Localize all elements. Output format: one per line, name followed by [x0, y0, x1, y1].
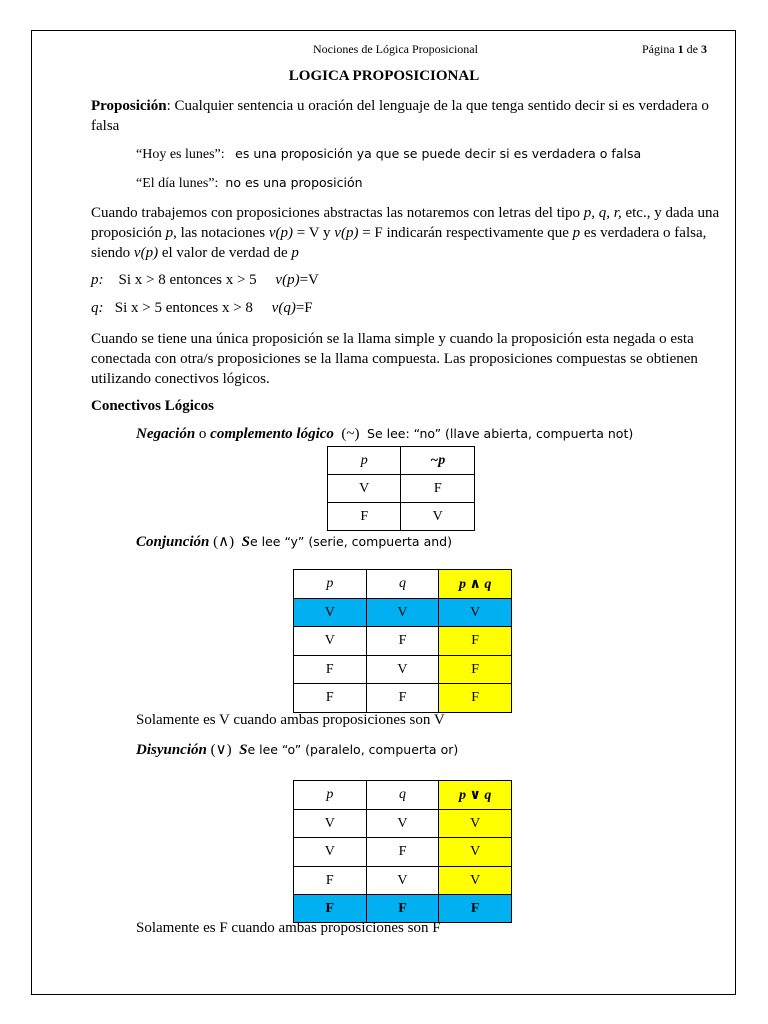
page-title: LOGICA PROPOSICIONAL: [288, 68, 480, 84]
table-row: [294, 599, 512, 627]
table-row: [294, 867, 512, 895]
table-cell: V: [439, 810, 512, 838]
table-header: q: [366, 570, 439, 599]
table-cell: V: [366, 810, 439, 838]
table-cell: V: [366, 656, 439, 684]
table-cell: V: [366, 599, 439, 627]
table-cell: F: [294, 656, 367, 684]
table-header: q: [366, 781, 439, 810]
disjunction-note: Solamente es F cuando ambas proposiciones son F: [136, 920, 441, 936]
example-q: q: Si x > 5 entonces x > 8 v(q)=F: [91, 300, 313, 316]
table-cell: V: [294, 810, 367, 838]
table-cell: V: [328, 475, 401, 503]
table-row: [294, 810, 512, 838]
table-cell: F: [439, 627, 512, 656]
table-row: [294, 627, 512, 656]
notation-paragraph: Cuando trabajemos con proposiciones abstractas las notaremos con letras del tipo p, q, r, etc., y dada una proposición p, las notaciones v(p) = V y v(p) = F indicarán respectivamente que p es verdadera o falsa, siendo v(p) el valor de verdad de p: [91, 205, 720, 261]
table-row: [294, 656, 512, 684]
disjunction-table: [293, 780, 512, 923]
table-cell: V: [294, 838, 367, 867]
table-header: p: [294, 781, 367, 810]
connectives-heading: Conectivos Lógicos: [91, 398, 214, 414]
table-cell: V: [294, 627, 367, 656]
example-2: “El día lunes”: no es una proposición: [136, 175, 363, 191]
table-cell: F: [401, 475, 475, 503]
table-cell: V: [366, 867, 439, 895]
table-cell: F: [328, 503, 401, 531]
table-cell: V: [439, 838, 512, 867]
table-cell: F: [439, 656, 512, 684]
conjunction-note: Solamente es V cuando ambas proposiciones son V: [136, 712, 445, 728]
table-cell: F: [366, 895, 439, 923]
conjunction-heading: Conjunción (∧) Se lee “y” (serie, compuerta and): [136, 534, 452, 550]
table-cell: V: [439, 599, 512, 627]
table-cell: F: [294, 867, 367, 895]
table-cell: F: [294, 684, 367, 713]
table-row: [294, 895, 512, 923]
compound-paragraph: Cuando se tiene una única proposición se la llama simple y cuando la proposición esta negada o esta conectada con otra/s proposiciones se la llama compuesta. Las proposiciones compuestas se obtienen utilizando conectivos lógicos.: [91, 331, 698, 387]
table-header: p ∧ q: [439, 570, 512, 599]
table-cell: F: [439, 895, 512, 923]
page-number: Página 1 de 3: [642, 42, 707, 56]
table-header: p ∨ q: [439, 781, 512, 810]
table-header: ~p: [401, 447, 475, 475]
example-1: “Hoy es lunes”: es una proposición ya que se puede decir si es verdadera o falsa: [136, 146, 642, 162]
disjunction-heading: Disyunción (∨) Se lee “o” (paralelo, compuerta or): [136, 742, 459, 758]
table-header: p: [328, 447, 401, 475]
negation-heading: Negación o complemento lógico (~) Se lee: “no” (llave abierta, compuerta not): [136, 426, 634, 442]
table-cell: F: [366, 627, 439, 656]
header-title: Nociones de Lógica Proposicional: [313, 42, 478, 56]
table-cell: F: [366, 684, 439, 713]
table-row: [294, 838, 512, 867]
table-cell: V: [401, 503, 475, 531]
table-cell: V: [294, 599, 367, 627]
negation-table: [327, 446, 475, 531]
definition-paragraph: Proposición: Cualquier sentencia u oración del lenguaje de la que tenga sentido decir si es verdadera o falsa: [91, 98, 709, 134]
example-p: p: Si x > 8 entonces x > 5 v(p)=V: [91, 272, 319, 288]
table-row: [294, 684, 512, 713]
table-cell: V: [439, 867, 512, 895]
table-cell: F: [366, 838, 439, 867]
table-header: p: [294, 570, 367, 599]
table-cell: F: [439, 684, 512, 713]
table-cell: F: [294, 895, 367, 923]
conjunction-table: [293, 569, 512, 713]
